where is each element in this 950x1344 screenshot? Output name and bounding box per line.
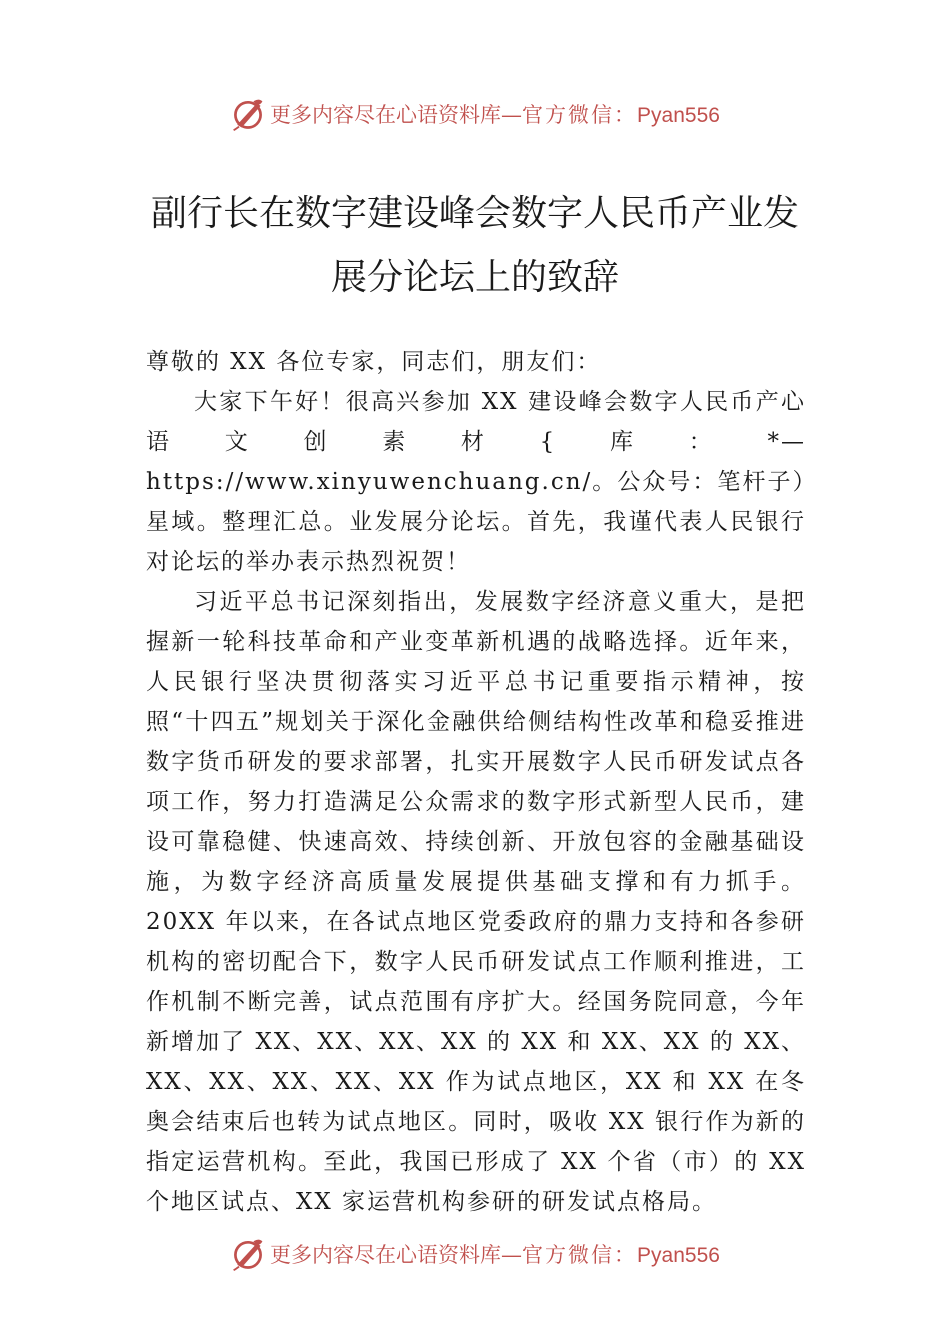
header-banner [0, 94, 950, 134]
banner-text [270, 1239, 720, 1269]
document-title [120, 182, 830, 310]
writing-pen-logo-icon [230, 96, 266, 132]
salutation: 尊敬的 XX 各位专家，同志们，朋友们： [146, 349, 602, 375]
banner-dash: — [501, 103, 523, 127]
banner-dash: — [501, 1243, 523, 1267]
title-line-1: 副行长在数字建设峰会数字人民币产业发 [150, 193, 799, 234]
footer-banner [0, 1234, 950, 1274]
banner-text [270, 99, 720, 129]
banner-site-text: 更多内容尽在心语资料库 [270, 103, 502, 127]
title-line-2: 展分论坛上的致辞 [330, 257, 619, 298]
writing-pen-logo-icon [230, 1236, 266, 1272]
paragraph-1: 大家下午好！很高兴参加 XX 建设峰会数字人民币产心语文创素材{库：*—https://www.xinyuwenchuang.cn/。公众号：笔杆子）星域。整理汇总。业发展分论坛。首先，我谨代表人民银行对论坛的举办表示热烈祝贺！ [146, 389, 806, 575]
document-body [146, 342, 806, 1222]
banner-wechat-id: Pyan556 [637, 1244, 720, 1267]
banner-wechat-label: 官方微信： [522, 1243, 638, 1267]
paragraph-2: 习近平总书记深刻指出，发展数字经济意义重大，是把握新一轮科技革命和产业变革新机遇的战略选择。近年来， 人民银行坚决贯彻落实习近平总书记重要指示精神，按照“十四五”规划关于深化金融供给侧结构性改革和稳妥推进数字货币研发的要求部署，扎实开展数字人民币研发试点各项工作，努力打造满足公众需求的数字形式新型人民币，建设可靠稳健、快速高效、持续创新、开放包容的金融基础设施，为数字经济高质量发展提供基础支撑和有力抓手。20XX 年以来，在各试点地区党委政府的鼎力支持和各参研机构的密切配合下，数字人民币研发试点工作顺利推进，工作机制不断完善，试点范围有序扩大。经国务院同意，今年新增加了 XX、XX、XX、XX 的 XX 和 XX、XX 的 XX、XX、XX、XX、XX、XX 作为试点地区，XX 和 XX 在冬奥会结束后也转为试点地区。同时，吸收 XX 银行作为新的指定运营机构。至此，我国已形成了 XX 个省（市）的 XX 个地区试点、XX 家运营机构参研的研发试点格局。 [146, 589, 806, 1215]
banner-site-text: 更多内容尽在心语资料库 [270, 1243, 502, 1267]
banner-wechat-id: Pyan556 [637, 104, 720, 127]
banner-wechat-label: 官方微信： [522, 103, 638, 127]
